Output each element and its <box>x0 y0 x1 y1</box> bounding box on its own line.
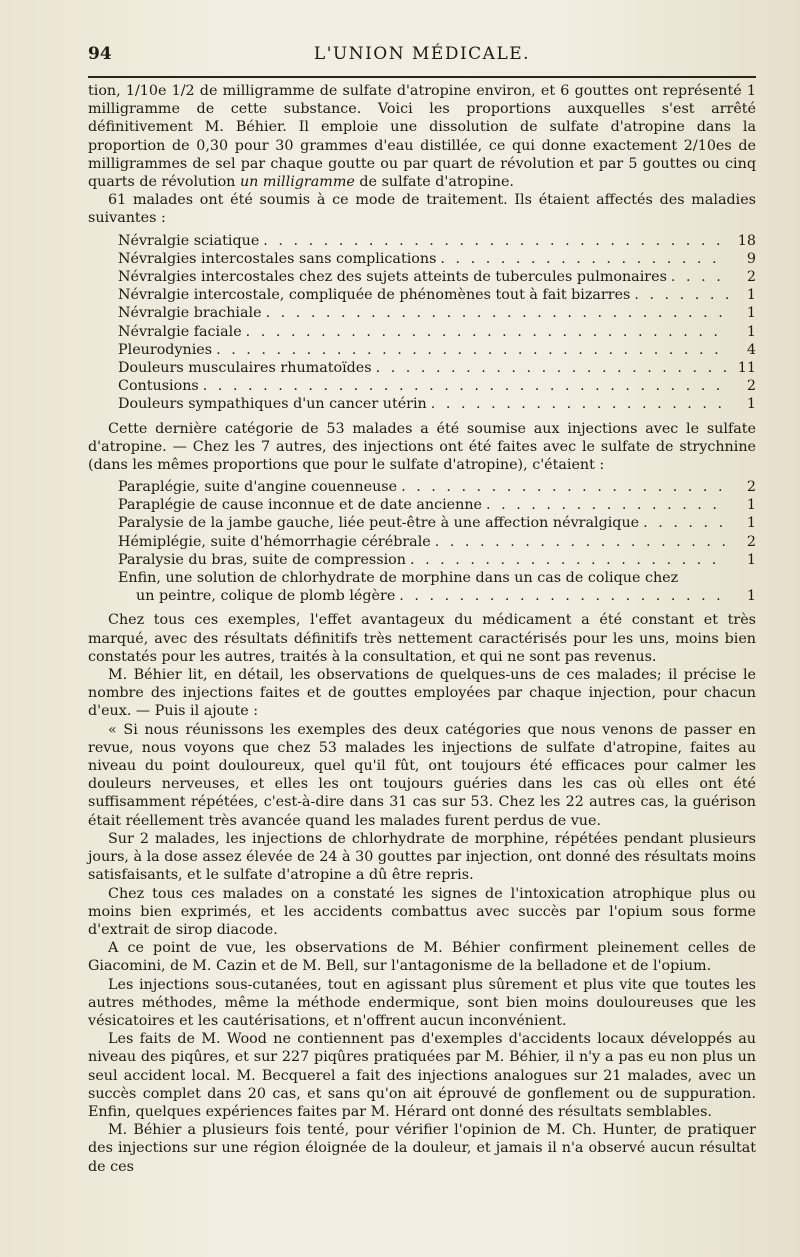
leader-dots <box>399 587 728 605</box>
leader-dots <box>203 377 728 395</box>
list-item-label: Paraplégie, suite d'angine couenneuse <box>118 479 398 496</box>
leader-dots <box>246 323 728 341</box>
leader-dots <box>263 232 728 250</box>
list-item <box>88 323 756 341</box>
list-item-count: 1 <box>746 551 756 568</box>
list-item-label: Névralgie sciatique <box>118 232 260 249</box>
paragraph <box>88 82 756 191</box>
article-body <box>88 82 756 1176</box>
list-item-count: 2 <box>746 533 756 550</box>
list-item-label: Douleurs musculaires rhumatoïdes <box>118 359 372 376</box>
list-item-count: 1 <box>746 588 756 605</box>
list-item <box>88 478 756 496</box>
paragraph: 61 malades ont été soumis à ce mode de traitement. Ils étaient affectés des maladies suivantes : <box>88 192 756 227</box>
paragraph: Les faits de M. Wood ne contiennent pas d'exemples d'accidents locaux développés au niveau des piqûres, et sur 227 piqûres pratiquées par M. Béhier, il n'y a pas eu non plus un seul accident local. M. Becquerel a fait des injections analogues sur 21 malades, avec un succès complet dans 20 cas, et sans qu'on ait éprouvé de gonflement ou de suppuration. Enfin, quelques expériences faites par M. Hérard ont donné des résultats semblables. <box>88 1031 756 1120</box>
list-item <box>88 395 756 413</box>
paragraph: Chez tous ces malades on a constaté les signes de l'intoxication atrophique plus ou moins bien exprimés, et les accidents combattus avec succès par l'opium sous forme d'extrait de sirop diacode. <box>88 885 756 938</box>
list-item-count: 1 <box>746 497 756 514</box>
list-item-count: 1 <box>746 287 756 304</box>
list-item-label: Névralgies intercostales chez des sujets atteints de tubercules pulmonaires <box>118 269 667 285</box>
leader-dots <box>486 496 728 514</box>
journal-title: L'UNION MÉDICALE. <box>313 44 531 64</box>
leader-dots <box>216 341 728 359</box>
list-item-label: Douleurs sympathiques d'un cancer utérin <box>118 396 427 413</box>
paralysis-list <box>88 478 756 605</box>
leader-dots <box>671 268 728 286</box>
list-item-label: Pleurodynies <box>118 341 213 358</box>
list-item <box>88 569 756 605</box>
list-item <box>88 232 756 250</box>
list-item-count: 2 <box>746 378 756 395</box>
page-number: 94 <box>88 44 112 64</box>
list-item-count: 18 <box>737 232 756 249</box>
leader-dots <box>376 359 728 377</box>
leader-dots <box>435 533 728 551</box>
paragraph: A ce point de vue, les observations de M. Béhier confirment pleinement celles de Giacomini, de M. Cazin et de M. Bell, sur l'antagonisme de la belladone et de l'opium. <box>88 940 756 975</box>
italic-text: un milligramme <box>239 174 355 191</box>
list-item-count: 1 <box>746 515 756 532</box>
list-item-label: Névralgie brachiale <box>118 305 262 322</box>
list-item <box>88 286 756 304</box>
list-item <box>88 250 756 268</box>
disease-list <box>88 232 756 414</box>
list-item <box>88 304 756 322</box>
list-item-count: 9 <box>746 250 756 267</box>
list-item <box>88 551 756 569</box>
list-item-label: Contusions <box>118 378 199 395</box>
list-item <box>88 533 756 551</box>
list-item-label: Paralysie du bras, suite de compression <box>118 551 406 568</box>
list-item-label: Névralgies intercostales sans complications <box>118 250 437 267</box>
paragraph: Les injections sous-cutanées, tout en agissant plus sûrement et plus vite que toutes les autres méthodes, même la méthode endermique, sont bien moins douloureuses que les vésicatoires et les cautérisations, et n'offrent aucun inconvénient. <box>88 976 756 1029</box>
list-item-count: 11 <box>737 359 756 376</box>
list-item-label: un peintre, colique de plomb légère <box>136 588 396 605</box>
list-item-label: Paraplégie de cause inconnue et de date ancienne <box>118 497 483 514</box>
leader-dots <box>440 250 728 268</box>
list-item <box>88 268 756 286</box>
paragraph: Cette dernière catégorie de 53 malades a été soumise aux injections avec le sulfate d'atropine. — Chez les 7 autres, des injections ont été faites avec le sulfate de strychnine (dans les mêmes proportions que pour le sulfate d'atropine), c'étaient : <box>88 420 756 473</box>
leader-dots <box>431 395 728 413</box>
list-item-label: Hémiplégie, suite d'hémorrhagie cérébrale <box>118 533 431 550</box>
list-item-label: Névralgie intercostale, compliquée de phénomènes tout à fait bizarres <box>118 287 631 304</box>
page-header <box>88 44 756 70</box>
list-item-count: 1 <box>746 323 756 340</box>
leader-dots <box>643 514 728 532</box>
list-item <box>88 496 756 514</box>
paragraph-text: de sulfate d'atropine. <box>359 174 514 191</box>
list-item-label: Paralysie de la jambe gauche, liée peut-être à une affection névralgique <box>118 515 640 532</box>
paragraph: « Si nous réunissons les exemples des deux catégories que nous venons de passer en revue, nous voyons que chez 53 malades les injections de sulfate d'atropine, faites au niveau du point douloureux, quel qu'il fût, ont toujours été efficaces pour calmer les douleurs nerveuses, et elles les ont toujours guéries dans les cas où elles ont été suffisamment répétées, c'est-à-dire dans 31 cas sur 53. Chez les 22 autres cas, la guérison était réellement très avancée quand les malades furent perdus de vue. <box>88 721 756 829</box>
list-item-count: 2 <box>746 479 756 496</box>
list-item <box>88 341 756 359</box>
list-item-count: 1 <box>746 396 756 413</box>
list-item-label: Enfin, une solution de chlorhydrate de morphine dans un cas de colique chez <box>118 570 679 587</box>
paragraph: Chez tous ces exemples, l'effet avantageux du médicament a été constant et très marqué, avec des résultats définitifs très nettement caractérisés pour les uns, moins bien constatés pour les autres, traités à la consultation, et qui ne sont pas revenus. <box>88 612 756 665</box>
leader-dots <box>634 286 728 304</box>
paragraph-text: tion, 1/10e 1/2 de milligramme de sulfate d'atropine environ, et 6 gouttes ont représenté 1 milligramme de cette substance. Voici les proportions auxquelles s'est arrêté définitivement M. Béhier. Il emploie une dissolution de sulfate d'atropine dans la proportion de 0,30 pour 30 grammes d'eau distillée, ce qui donne exactement 2/10es de milligrammes de sel par chaque goutte ou par quart de révolution et par 5 gouttes ou cinq quarts de révolution <box>88 83 756 191</box>
paragraph: M. Béhier a plusieurs fois tenté, pour vérifier l'opinion de M. Ch. Hunter, de pratiquer des injections sur une région éloignée de la douleur, et jamais il n'a observé aucun résultat de ces <box>88 1122 756 1175</box>
list-item-count: 4 <box>746 341 756 358</box>
paragraph: M. Béhier lit, en détail, les observations de quelques-uns de ces malades; il précise le nombre des injections faites et de gouttes employées par chaque injection, pour chacun d'eux. — Puis il ajoute : <box>88 667 756 720</box>
leader-dots <box>401 478 728 496</box>
header-rule <box>88 76 756 78</box>
leader-dots <box>266 304 728 322</box>
list-item-count: 2 <box>746 269 756 285</box>
list-item <box>88 514 756 532</box>
list-item-count: 1 <box>746 305 756 322</box>
paragraph: Sur 2 malades, les injections de chlorhydrate de morphine, répétées pendant plusieurs jours, à la dose assez élevée de 24 à 30 gouttes par injection, ont donné des résultats moins satisfaisants, et le sulfate d'atropine a dû être repris. <box>88 830 756 884</box>
list-item <box>88 359 756 377</box>
list-item <box>88 377 756 395</box>
leader-dots <box>410 551 728 569</box>
list-item-label: Névralgie faciale <box>118 323 242 340</box>
